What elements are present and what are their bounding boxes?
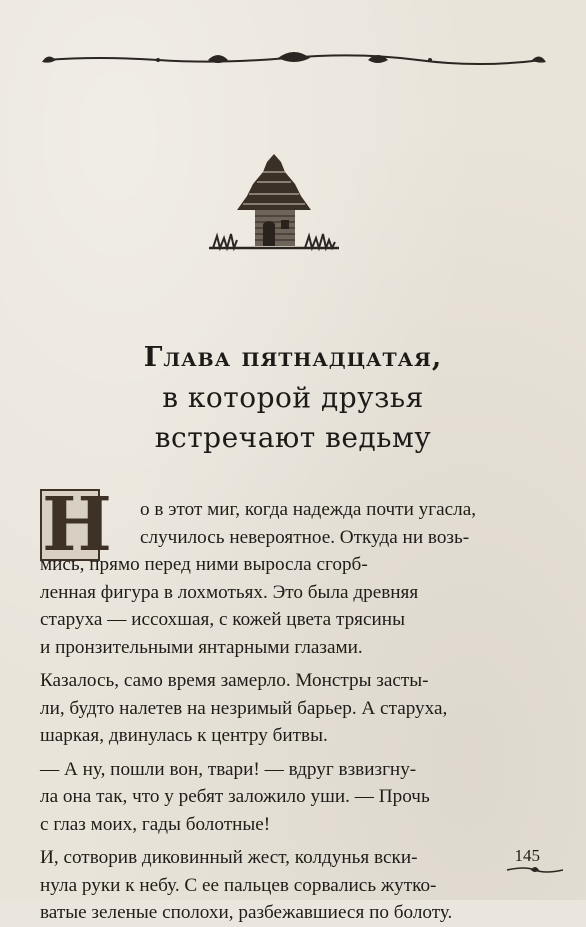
text-line: и пронзительными янтарными глазами.	[40, 636, 363, 658]
flourish-ornament-icon	[505, 862, 565, 878]
text-line: ленная фигура в лохмотьях. Это была древняя	[40, 581, 419, 603]
text-line: ли, будто налетев на незримый барьер. А старуха,	[40, 697, 448, 719]
text-line: — А ну, пошли вон, твари! — вдруг взвизгну-	[40, 758, 417, 780]
chapter-title-line-1: Глава пятнадцатая,	[143, 342, 443, 373]
chapter-title-line-3: встречают ведьму	[154, 421, 432, 454]
chapter-title-line-2: в которой друзья	[162, 381, 424, 414]
text-line: о в этот миг, когда надежда почти угасла,	[140, 499, 477, 520]
text-line: шаркая, двинулась к центру битвы.	[40, 725, 328, 746]
text-line: мись, прямо перед ними выросла сгорб-	[40, 554, 368, 575]
text-line: с глаз моих, гады болотные!	[40, 813, 271, 835]
flourish-ornament-icon	[38, 44, 550, 74]
thatched-hut-icon	[205, 150, 343, 254]
text-line: случилось невероятное. Откуда ни возь-	[140, 526, 470, 548]
chapter-body	[40, 496, 555, 927]
text-line: Казалось, само время замерло. Монстры засты-	[40, 670, 429, 691]
page-number: 145	[514, 846, 540, 865]
text-line: И, сотворив диковинный жест, колдунья вски-	[40, 847, 418, 868]
text-line: ватые зеленые сполохи, разбежавшиеся по болоту.	[40, 902, 453, 923]
text-line: нула руки к небу. С ее пальцев сорвались жутко-	[40, 874, 437, 896]
text-line: старуха — иссохшая, с кожей цвета трясины	[40, 609, 405, 630]
text-line: ла она так, что у ребят заложило уши. — Прочь	[40, 786, 430, 807]
dropcap-letter: Н	[42, 482, 112, 568]
